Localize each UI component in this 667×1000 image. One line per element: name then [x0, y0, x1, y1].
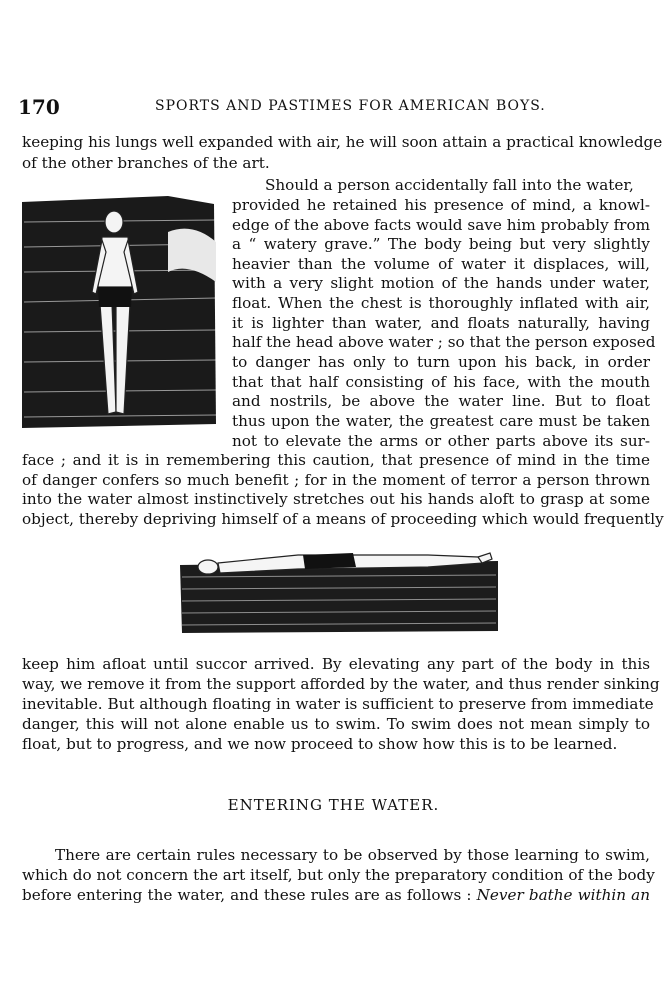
text-line: into the water almost instinctively stretches out his hands aloft to grasp at some [22, 490, 650, 508]
figure-standing-swimmer [18, 192, 218, 432]
text-line: that that half consisting of his face, with the mouth [232, 373, 650, 391]
text-line: which do not concern the art itself, but only the preparatory condition of the body [22, 866, 655, 884]
text-italic: Never bathe within an [476, 886, 650, 904]
text-line: keep him afloat until succor arrived. By elevating any part of the body in this [22, 655, 650, 673]
text-line: half the head above water ; so that the person exposed [232, 333, 656, 351]
text-line: to danger has only to turn upon his back, in order [232, 353, 650, 371]
text-line: provided he retained his presence of mind, a knowl- [232, 196, 650, 214]
section-heading: ENTERING THE WATER. [227, 796, 440, 814]
text-line: and nostrils, be above the water line. But to float [232, 392, 650, 410]
text-line: danger, this will not alone enable us to swim. To swim does not mean simply to [22, 715, 650, 733]
text-line: thus upon the water, the greatest care must be taken [232, 412, 650, 430]
text-line: of danger confers so much benefit ; for in the moment of terror a person thrown [22, 471, 650, 489]
running-title: SPORTS AND PASTIMES FOR AMERICAN BOYS. [155, 98, 546, 114]
text-plain: before entering the water, and these rules are as follows : [22, 886, 477, 904]
text-line: it is lighter than water, and floats naturally, having [232, 314, 650, 332]
text-line: object, thereby depriving himself of a means of proceeding which would frequently [22, 510, 664, 528]
text-line: face ; and it is in remembering this caution, that presence of mind in the time [22, 451, 650, 469]
page-number: 170 [18, 95, 60, 119]
text-line: way, we remove it from the support afforded by the water, and thus render sinking [22, 675, 660, 693]
text-line: keeping his lungs well expanded with air, he will soon attain a practical knowledge [22, 133, 663, 151]
text-line-last [22, 885, 650, 905]
text-line: float. When the chest is thoroughly inflated with air, [232, 294, 650, 312]
text-line: of the other branches of the art. [22, 154, 270, 172]
text-line: heavier than the volume of water it displaces, will, [232, 255, 650, 273]
text-line: float, but to progress, and we now proceed to show how this is to be learned. [22, 735, 618, 753]
text-line: Should a person accidentally fall into the water, [265, 176, 634, 194]
text-line: with a very slight motion of the hands under water, [232, 274, 650, 292]
text-line: edge of the above facts would save him probably from [232, 216, 650, 234]
figure-floating-swimmer [178, 543, 500, 635]
text-line: There are certain rules necessary to be observed by those learning to swim, [55, 846, 650, 864]
text-line: not to elevate the arms or other parts above its sur- [232, 432, 650, 450]
text-line: a “ watery grave.” The body being but very slightly [232, 235, 650, 253]
text-line: inevitable. But although floating in water is sufficient to preserve from immediate [22, 695, 654, 713]
